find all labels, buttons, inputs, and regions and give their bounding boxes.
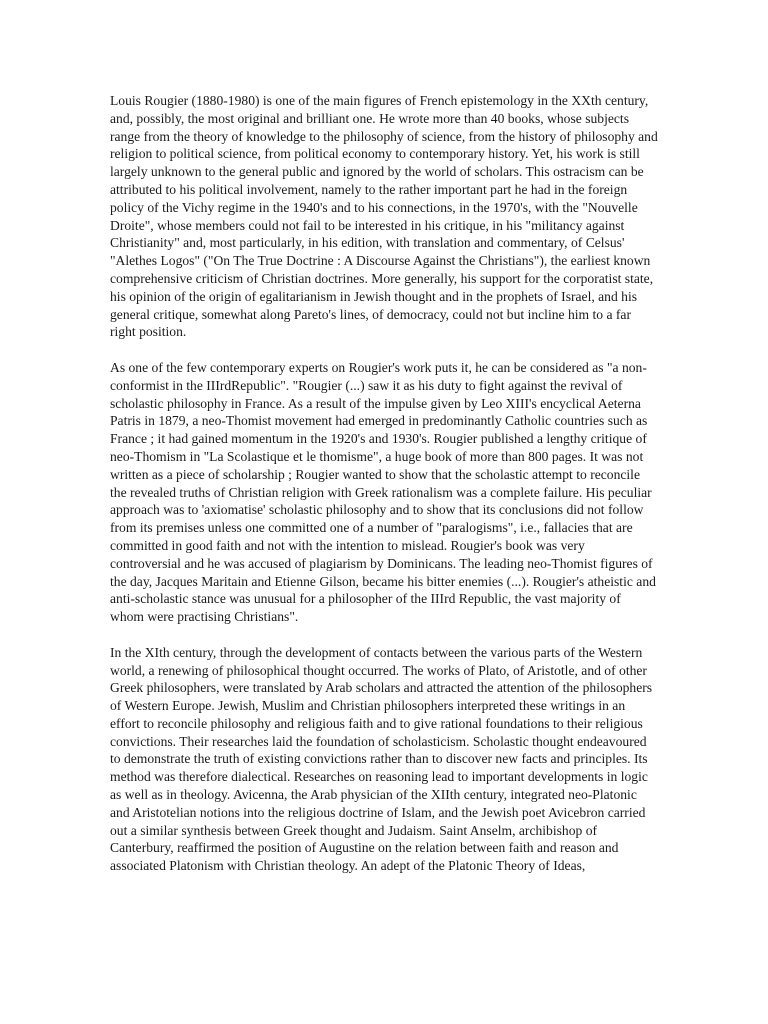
paragraph-xith-century: In the XIth century, through the development of contacts between the various parts of the Western world, a renewing of philosophical thought occurred. The works of Plato, of Aristotle, and of other Greek philosophers, were translated by Arab scholars and attracted the attention of the philosophers of Western Europe. Jewish, Muslim and Christian philosophers interpreted these writings in an effort to reconcile philosophy and religious faith and to give rational foundations to their religious convictions. Their researches laid the foundation of scholasticism. Scholastic thought endeavoured to demonstrate the truth of existing convictions rather than to discover new facts and principles. Its method was therefore dialectical. Researches on reasoning lead to important developments in logic as well as in theology. Avicenna, the Arab physician of the XIIth century, integrated neo-Platonic and Aristotelian notions into the religious doctrine of Islam, and the Jewish poet Avicebron carried out a similar synthesis between Greek thought and Judaism. Saint Anselm, archibishop of Canterbury, reaffirmed the position of Augustine on the relation between faith and reason and associated Platonism with Christian theology. An adept of the Platonic Theory of Ideas, xyxy=(110,644,653,874)
document-body xyxy=(110,92,658,893)
paragraph-non-conformist: As one of the few contemporary experts on Rougier's work puts it, he can be considered as "a non-conformist in the IIIrdRepublic". "Rougier (...) saw it as his duty to fight against the revival of scholastic philosophy in France. As a result of the impulse given by Leo XIII's encyclical Aeterna Patris in 1879, a neo-Thomist movement had emerged in predominantly Catholic countries such as France ; it had gained momentum in the 1920's and 1930's. Rougier published a lengthy critique of neo-Thomism in "La Scolastique et le thomisme", a huge book of more than 800 pages. It was not written as a piece of scholarship ; Rougier wanted to show that the scholastic attempt to reconcile the revealed truths of Christian religion with Greek rationalism was a complete failure. His peculiar approach was to 'axiomatise' scholastic philosophy and to show that its conclusions did not follow from its premises unless one committed one of a number of "paralogisms", i.e., fallacies that are committed in good faith and not with the intention to mislead. Rougier's book was very controversial and he was accused of plagiarism by Dominicans. The leading neo-Thomist figures of the day, Jacques Maritain and Etienne Gilson, became his bitter enemies (...). Rougier's atheistic and anti-scholastic stance was unusual for a philosopher of the IIIrd Republic, the vast majority of whom were practising Christians". xyxy=(110,359,656,625)
paragraph-rougier-intro: Louis Rougier (1880-1980) is one of the main figures of French epistemology in the XXth century, and, possibly, the most original and brilliant one. He wrote more than 40 books, whose subjects range from the theory of knowledge to the philosophy of science, from the history of philosophy and religion to political science, from political economy to contemporary history. Yet, his work is still largely unknown to the general public and ignored by the world of scholars. This ostracism can be attributed to his political involvement, namely to the rather important part he had in the foreign policy of the Vichy regime in the 1940's and to his connections, in the 1970's, with the "Nouvelle Droite", whose members could not fail to be interested in his critique, in his "militancy against Christianity" and, most particularly, in his edition, with translation and commentary, of Celsus' "Alethes Logos" ("On The True Doctrine : A Discourse Against the Christians"), the earliest known comprehensive criticism of Christian doctrines. More generally, his support for the corporatist state, his opinion of the origin of egalitarianism in Jewish thought and in the prophets of Israel, and his general critique, somewhat along Pareto's lines, of democracy, could not but incline him to a far right position. xyxy=(110,93,658,340)
